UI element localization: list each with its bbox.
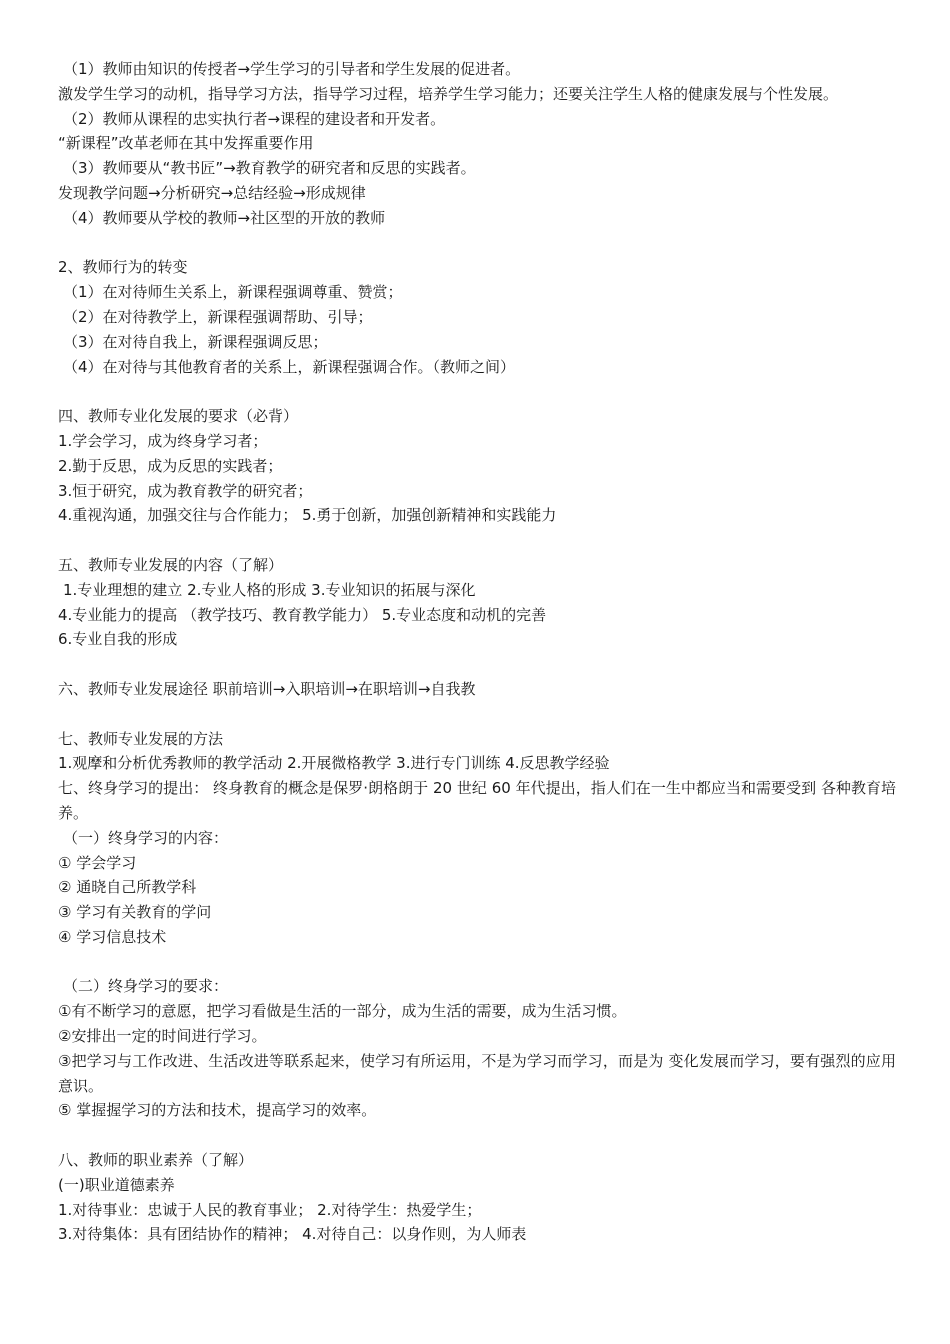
section-heading: 四、教师专业化发展的要求（必背） — [58, 407, 299, 426]
text-line: （1）教师由知识的传授者→学生学习的引导者和学生发展的促进者。 — [63, 60, 521, 78]
text-line: 6.专业自我的形成 — [58, 630, 178, 649]
text-line: （1）在对待师生关系上，新课程强调尊重、赞赏； — [63, 283, 403, 302]
text-line: 3.对待集体：具有团结协作的精神； 4.对待自己：以身作则，为人师表 — [58, 1225, 527, 1244]
section-heading: 六、教师专业发展途径 职前培训→入职培训→在职培训→自我教 — [58, 679, 476, 698]
text-line: 1.学会学习，成为终身学习者； — [58, 431, 268, 450]
blank-line — [58, 950, 896, 975]
list-item: ②安排出一定的时间进行学习。 — [58, 1027, 267, 1046]
text-line: 4.重视沟通，加强交往与合作能力； 5.勇于创新，加强创新精神和实践能力 — [58, 506, 557, 525]
list-item: ② 通晓自己所教学科 — [58, 878, 197, 897]
text-line: （4）在对待与其他教育者的关系上，新课程强调合作。（教师之间） — [63, 357, 516, 376]
section-heading: 五、教师专业发展的内容（了解） — [58, 555, 284, 574]
section-heading: 2、教师行为的转变 — [58, 258, 188, 277]
section-heading: 八、教师的职业素养（了解） — [58, 1151, 254, 1170]
text-line: 3.恒于研究，成为教育教学的研究者； — [58, 481, 313, 500]
text-line: （2）教师从课程的忠实执行者→课程的建设者和开发者。 — [63, 109, 446, 128]
text-paragraph: 七、终身学习的提出： 终身教育的概念是保罗·朗格朗于 20 世纪 60 年代提出，指人们在一生中都应当和需要受到 各种教育培养。 — [58, 779, 896, 822]
document-page — [58, 57, 896, 1247]
text-line: （2）在对待教学上，新课程强调帮助、引导； — [63, 307, 373, 326]
text-line: （3）教师要从“教书匠”→教育教学的研究者和反思的实践者。 — [63, 159, 476, 178]
text-line: 发现教学问题→分析研究→总结经验→形成规律 — [58, 183, 366, 202]
blank-line — [58, 379, 896, 404]
section-heading: 七、教师专业发展的方法 — [58, 729, 224, 748]
list-item: ③ 学习有关教育的学问 — [58, 903, 212, 922]
list-item: ③把学习与工作改进、生活改进等联系起来，使学习有所运用，不是为学习而学习，而是为 变化发展而学习，要有强烈的应用意识。 — [58, 1051, 896, 1095]
list-item: ④ 学习信息技术 — [58, 927, 167, 946]
list-item: ⑤ 掌握握学习的方法和技术，提高学习的效率。 — [58, 1101, 377, 1120]
text-line: 1.专业理想的建立 2.专业人格的形成 3.专业知识的拓展与深化 — [63, 580, 476, 599]
blank-line — [58, 528, 896, 553]
text-line: （二）终身学习的要求： — [63, 977, 229, 996]
text-line: （一）终身学习的内容： — [63, 828, 229, 847]
text-line: 4.专业能力的提高 （教学技巧、教育教学能力） 5.专业态度和动机的完善 — [58, 605, 547, 624]
text-paragraph: 激发学生学习的动机，指导学习方法，指导学习过程，培养学生学习能力；还要关注学生人格的健康发展与个性发展。 — [58, 84, 839, 103]
text-line: (一)职业道德素养 — [58, 1175, 175, 1194]
text-line: 2.勤于反思，成为反思的实践者； — [58, 456, 283, 475]
blank-line — [58, 231, 896, 256]
list-item: ①有不断学习的意愿，把学习看做是生活的一部分，成为生活的需要，成为生活习惯。 — [58, 1002, 627, 1021]
blank-line — [58, 652, 896, 677]
text-line: （4）教师要从学校的教师→社区型的开放的教师 — [63, 208, 386, 227]
text-line: （3）在对待自我上，新课程强调反思； — [63, 332, 328, 351]
list-item: ① 学会学习 — [58, 853, 137, 872]
blank-line — [58, 702, 896, 727]
text-line: “新课程”改革老师在其中发挥重要作用 — [58, 134, 314, 153]
text-line: 1.对待事业：忠诚于人民的教育事业； 2.对待学生：热爱学生； — [58, 1200, 482, 1219]
blank-line — [58, 1123, 896, 1148]
text-line: 1.观摩和分析优秀教师的教学活动 2.开展微格教学 3.进行专门训练 4.反思教学经验 — [58, 754, 610, 773]
